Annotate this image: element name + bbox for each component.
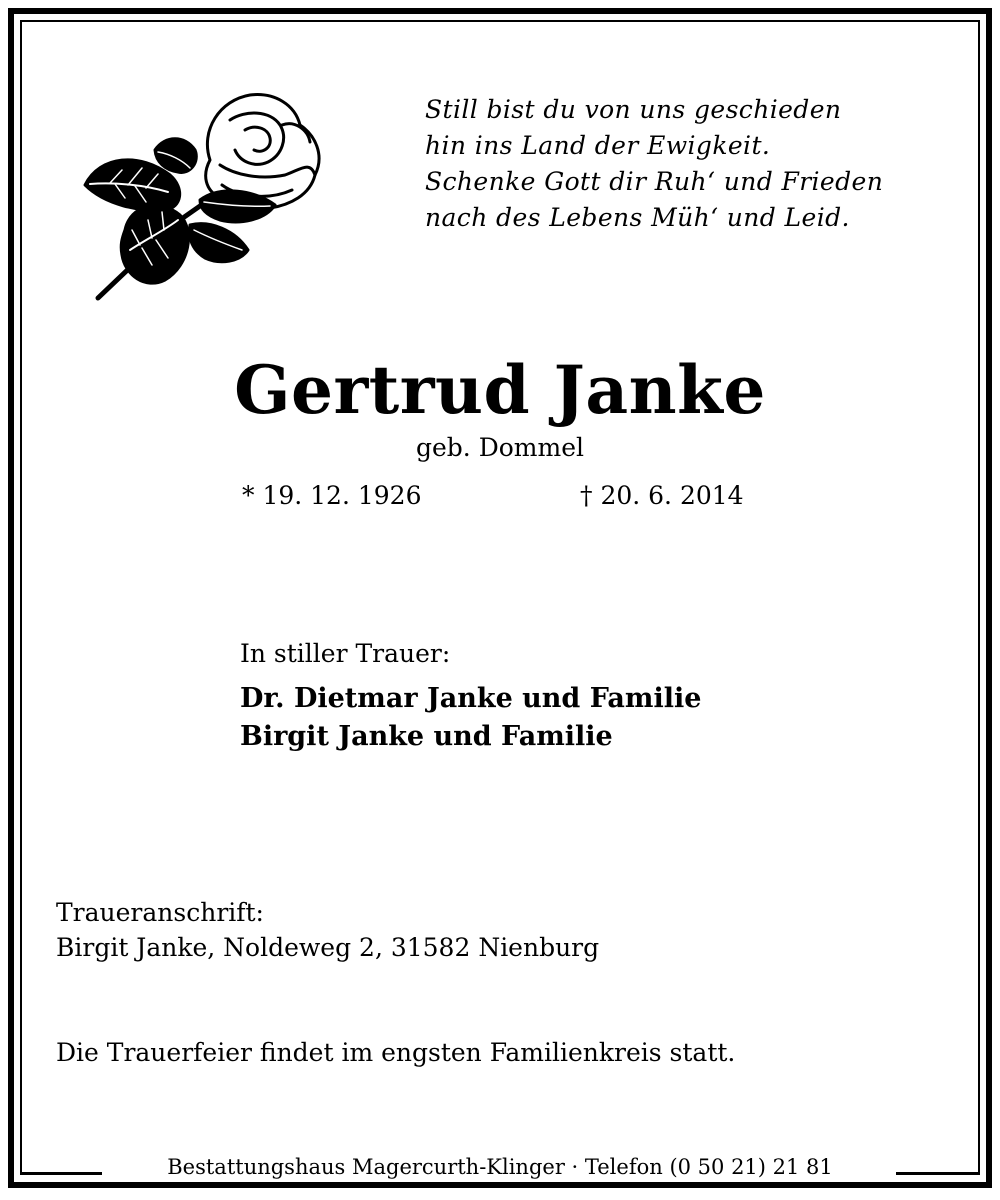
poem xyxy=(425,92,883,236)
rose-icon xyxy=(70,80,350,320)
mourners-list xyxy=(240,680,701,756)
death-date: † 20. 6. 2014 xyxy=(580,481,744,510)
mourner-family: Dr. Dietmar Janke und Familie xyxy=(240,683,702,714)
deceased-name: Gertrud Janke xyxy=(234,351,766,429)
poem-line: nach des Lebens Müh‘ und Leid. xyxy=(425,203,850,232)
poem-line: hin ins Land der Ewigkeit. xyxy=(425,131,771,160)
poem-line: Schenke Gott dir Ruh‘ und Frieden xyxy=(425,167,884,196)
poem-line: Still bist du von uns geschieden xyxy=(425,95,842,124)
birth-date: * 19. 12. 1926 xyxy=(242,481,422,510)
mourner-family: Birgit Janke und Familie xyxy=(240,721,613,752)
address-value: Birgit Janke, Noldeweg 2, 31582 Nienburg xyxy=(56,933,600,962)
footer-funeral-home: Bestattungshaus Magercurth-Klinger · Telefon (0 50 21) 21 81 xyxy=(167,1155,833,1179)
mourning-label: In stiller Trauer: xyxy=(240,639,451,668)
address-label: Traueranschrift: xyxy=(56,898,264,927)
maiden-name: geb. Dommel xyxy=(416,433,584,462)
ceremony-note: Die Trauerfeier findet im engsten Familienkreis statt. xyxy=(56,1038,736,1067)
